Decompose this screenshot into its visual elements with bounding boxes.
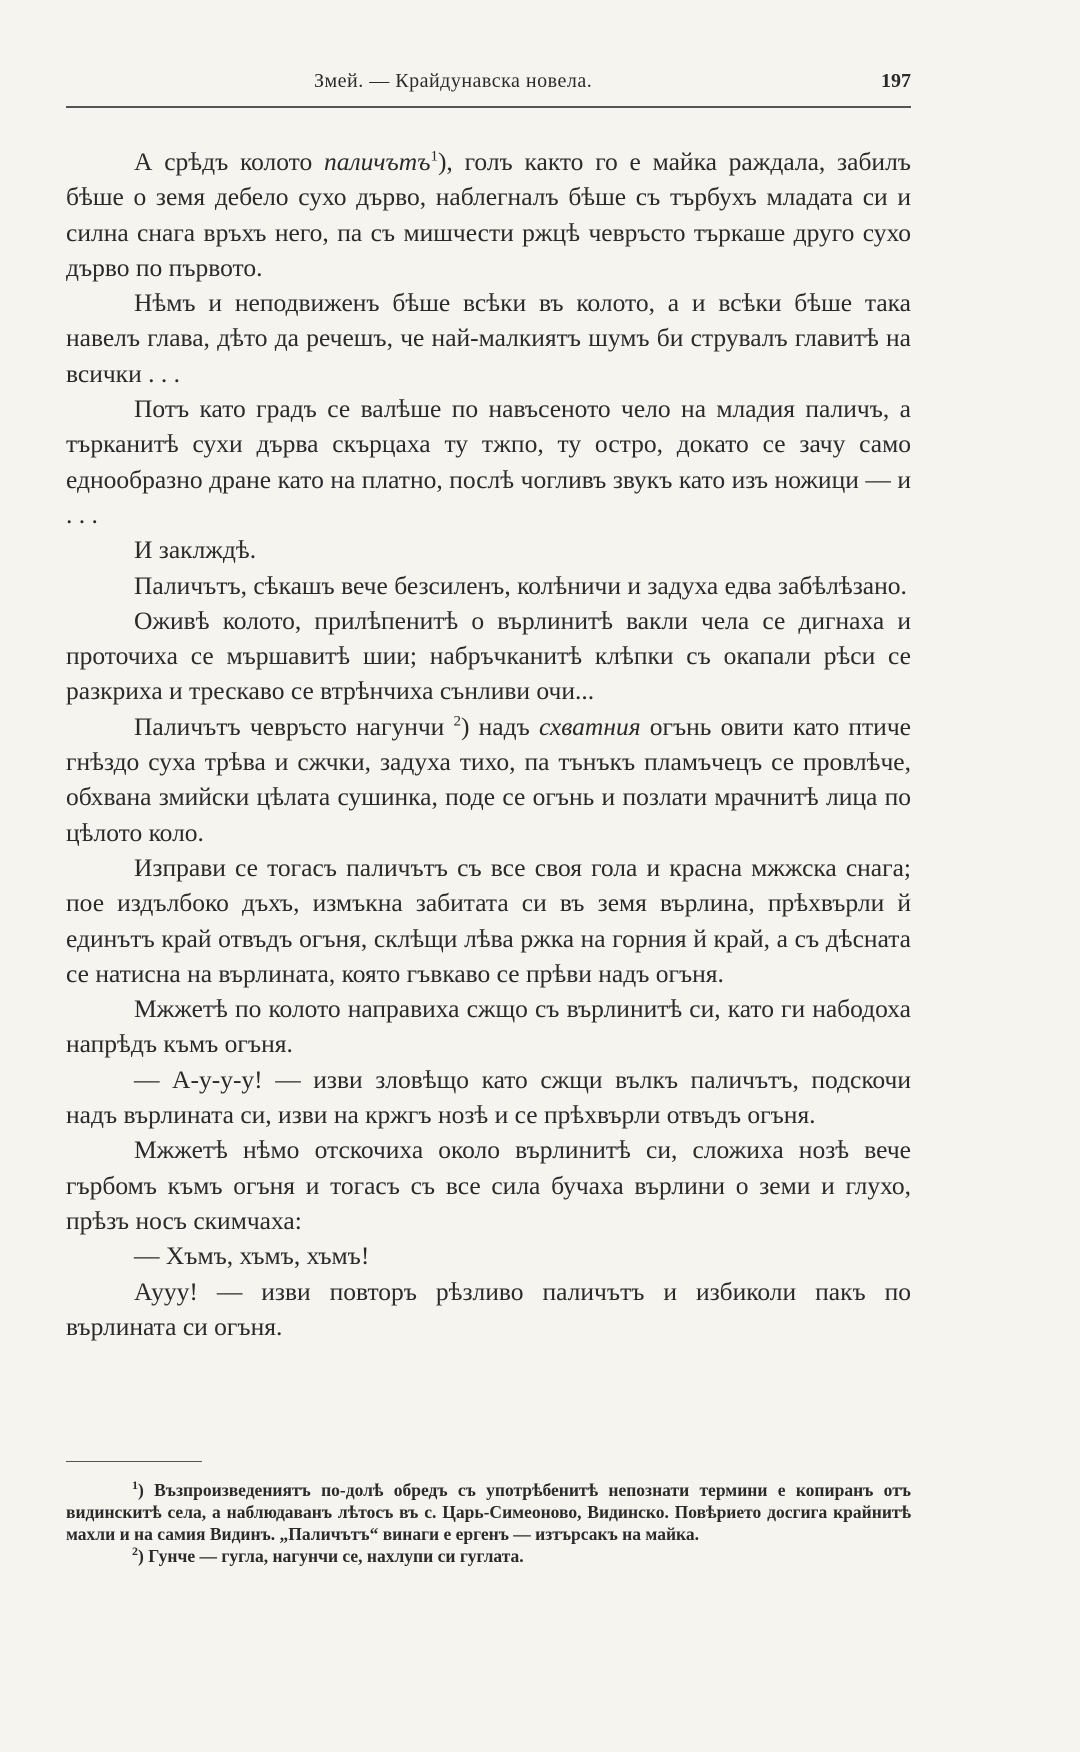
- running-header: [66, 70, 911, 108]
- paragraph: Изправи се тогасъ паличътъ съ все своя гола и красна мжжска снага; пое издълбоко дъхъ, измъкна забитата си въ земя върлина, прѣхвърли й единътъ край отвъдъ огъня, склѣщи лѣва ржка на горния й край, а съ дѣсната се натисна на върлината, която гъвкаво се прѣви надъ огъня.: [66, 852, 911, 988]
- main-text: [66, 144, 911, 1344]
- paragraph: Оживѣ колото, прилѣпенитѣ о върлинитѣ вакли чела се дигнаха и проточиха се мършавитѣ шии; набръчканитѣ клѣпки съ окапали рѣси се разкриха и трескаво се втрѣнчиха сънливи очи...: [66, 605, 911, 706]
- paragraph: И заклждѣ.: [134, 535, 257, 565]
- running-title: Змей. — Крайдунавска новела.: [314, 70, 593, 92]
- footnote-ref: 1: [430, 148, 438, 165]
- paragraph: Паличътъ чевръсто нагунчи $^2$) надъ схватния огънь овити като птиче гнѣздо суха трѣва и сжчки, задуха тихо, па тънъкъ пламъчецъ се провлѣче, обхвана змийски цѣлата сушинка, поде се огънь и позлати мрачнитѣ лица по цѣлото коло.: [66, 711, 911, 847]
- paragraph: А срѣдъ колото паличътъ$^1$), голъ както го е майка раждала, забилъ бѣше о земя дебело сухо дърво, наблегналъ бѣше съ търбухъ младата си и силна снага връхъ него, па съ мишчести ржцѣ чевръсто търкаше друго сухо дърво по първото.: [66, 147, 911, 282]
- footnote-ref: 2: [453, 713, 461, 730]
- paragraph: Нѣмъ и неподвиженъ бѣше всѣки въ колото, а и всѣки бѣше така навелъ глава, дѣто да речешъ, че най-малкиятъ шумъ би струвалъ главитѣ на всички . . .: [66, 288, 911, 388]
- page-number: 197: [881, 70, 911, 92]
- paragraph: Мжжетѣ по колото направиха сжщо съ върлинитѣ си, като ги набодоха напрѣдъ къмъ огъня.: [66, 994, 911, 1059]
- footnote-divider: [66, 1461, 202, 1462]
- paragraph: — А-у-у-у! — изви зловѣщо като сжщи вълкъ паличътъ, подскочи надъ върлината си, изви на кржгъ нозѣ и се прѣхвърли отвъдъ огъня.: [66, 1064, 911, 1130]
- paragraph: Аууу! — изви повторъ рѣзливо паличътъ и избиколи пакъ по върлината си огъня.: [66, 1276, 911, 1341]
- footnote: $^1$) Възпроизведениятъ по-долѣ обредъ съ употрѣбенитѣ непознати термини е копиранъ отъ видинскитѣ села, а наблюдаванъ лѣтосъ въ с. Царь-Симеоново, Видинско. Повѣрието досгига крайнитѣ махли и на самия Видинъ. „Паличътъ“ винаги е ергенъ — изтърсакъ на майка.: [66, 1478, 911, 1544]
- footnote-marker: 2: [132, 1544, 138, 1559]
- paragraph: Потъ като градъ се валѣше по навъсеното чело на младия паличъ, а търканитѣ сухи дърва скърцаха ту тжпо, ту остро, докато се зачу само еднообразно дране като на платно, послѣ чогливъ звукъ като изъ ножици — и . . .: [66, 394, 911, 529]
- footnotes: [66, 1479, 911, 1567]
- italic-term: паличътъ: [324, 147, 431, 176]
- paragraph: — Хъмъ, хъмъ, хъмъ!: [134, 1241, 370, 1271]
- paragraph: Паличътъ, сѣкашъ вече безсиленъ, колѣничи и задуха едва забѣлѣзано.: [134, 570, 907, 600]
- footnote-marker: 1: [132, 1478, 138, 1493]
- italic-term: схватния: [538, 711, 641, 741]
- paragraph: Мжжетѣ нѣмо отскочиха около върлинитѣ си, сложиха нозѣ вече гърбомъ къмъ огъня и тогасъ съ все сила бучаха върлини о земи и глухо, прѣзъ носъ скимчаха:: [66, 1135, 911, 1235]
- footnote: $^2$) Гунче — гугла, нагунчи се, нахлупи си гуглата.: [132, 1544, 524, 1566]
